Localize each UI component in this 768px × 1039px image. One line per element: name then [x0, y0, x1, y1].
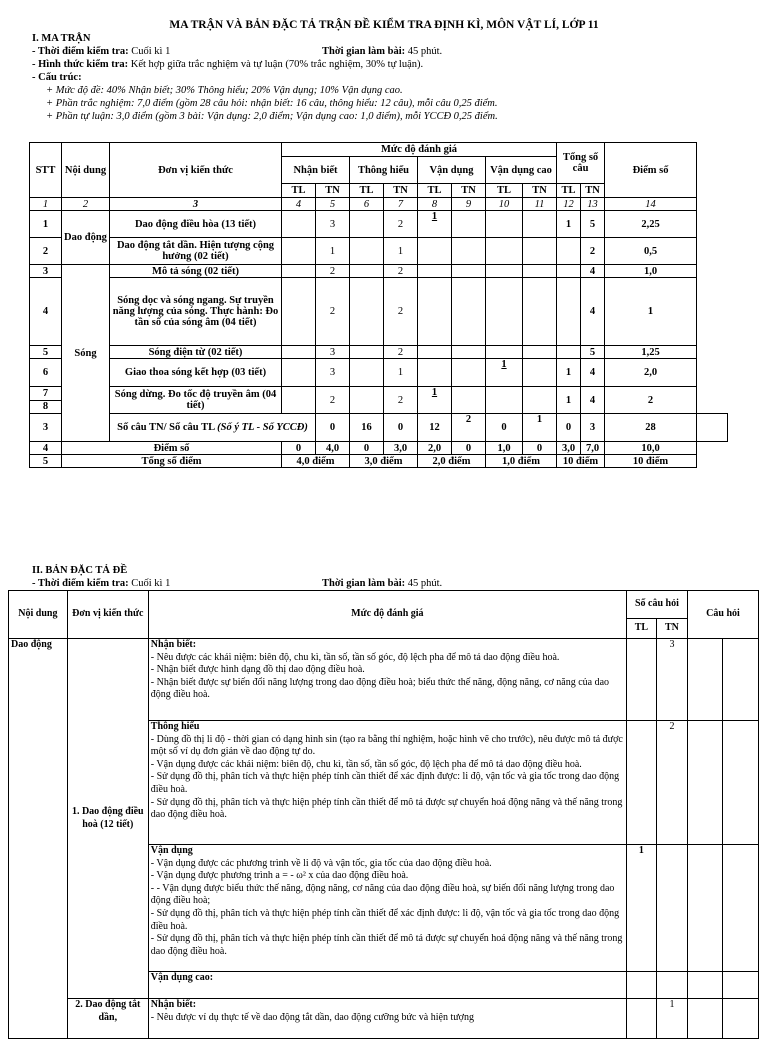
- row-stt: 4: [30, 278, 62, 346]
- table-row: [30, 387, 728, 414]
- cell: 12: [418, 414, 452, 442]
- cell: 2: [316, 278, 350, 346]
- row-stt-8: 8: [42, 400, 49, 412]
- cell: 3,0: [384, 442, 418, 455]
- col-number: 14: [605, 198, 697, 211]
- total-vandung: 2,0 điểm: [418, 455, 486, 468]
- row-unit: Sóng dừng. Đo tốc độ truyền âm (04 tiết): [110, 387, 282, 414]
- total-thonghieu: 3,0 điểm: [350, 455, 418, 468]
- spec-cauhoi-tn: [723, 845, 759, 972]
- cell: [350, 278, 384, 346]
- sum-label-text: Số câu TN/ Số câu TL: [117, 422, 218, 433]
- row-unit: Dao động tắt dần. Hiện tượng cộng hưởng (02 tiết): [110, 238, 282, 265]
- thonghieu-header: Thông hiểu: [350, 157, 418, 184]
- row-unit: Mô tả sóng (02 tiết): [110, 265, 282, 278]
- col-number: 8: [418, 198, 452, 211]
- cell: 1: [418, 211, 452, 238]
- spec-col-donvi: Đơn vị kiến thức: [67, 591, 148, 639]
- row-stt: [30, 387, 62, 414]
- section2-heading: II. BẢN ĐẶC TẢ ĐỀ: [32, 565, 128, 576]
- time-label: - Thời điểm kiểm tra:: [32, 578, 129, 589]
- col-number: 4: [282, 198, 316, 211]
- row-stt: 5: [30, 346, 62, 359]
- total-row: [30, 455, 728, 468]
- cell: [350, 346, 384, 359]
- cell: 2,0: [605, 359, 697, 387]
- table-row: [30, 238, 728, 265]
- spec-tn-count: [656, 845, 687, 972]
- group-song: Sóng: [62, 265, 110, 442]
- cell: 3: [316, 359, 350, 387]
- spec-cauhoi-tn: [723, 972, 759, 999]
- structure-bullet: + Phần trắc nghiệm: 7,0 điểm (gồm 28 câu hỏi: nhận biết: 16 câu, thông hiểu: 12 câu), mỗi câu 0,25 điểm.: [46, 98, 498, 109]
- cell: [557, 265, 581, 278]
- spec-level-line: - Nêu được ví dụ thực tế về dao động tắt dần, dao động cưỡng bức và hiện tượng: [150, 1011, 474, 1023]
- col-number: 6: [350, 198, 384, 211]
- cell: 2: [384, 387, 418, 414]
- cell: [350, 265, 384, 278]
- cell: [557, 346, 581, 359]
- cell: 0: [282, 442, 316, 455]
- total-tong: 10 điểm: [557, 455, 605, 468]
- sum-label: [110, 414, 316, 442]
- cell: 2: [316, 265, 350, 278]
- cell: 2: [452, 414, 486, 442]
- duration-value: 45 phút.: [405, 578, 443, 589]
- cell: [523, 387, 557, 414]
- cell: [350, 211, 384, 238]
- spec-col-mucdo: Mức độ đánh giá: [148, 591, 626, 639]
- duration-label: Thời gian làm bài:: [322, 578, 406, 589]
- row-stt: 5: [30, 455, 62, 468]
- cell: 3: [316, 211, 350, 238]
- spec-tn-count: 2: [656, 721, 687, 845]
- row-unit: Sóng điện từ (02 tiết): [110, 346, 282, 359]
- tn-header: TN: [581, 184, 605, 198]
- total-label: Tổng số điểm: [62, 455, 282, 468]
- spec-col-socau: Số câu hỏi: [626, 591, 687, 619]
- structure-label: - Cấu trúc:: [32, 72, 82, 83]
- spec-level-line: - Sử dụng đồ thị, phân tích và thực hiện phép tính cần thiết để mô tả được sự chuyển hoá động năng và thế năng trong dao động điều hoà.: [150, 933, 623, 957]
- spec-tn-count: [656, 972, 687, 999]
- duration-value: 45 phút.: [405, 46, 443, 57]
- cell: [523, 359, 557, 387]
- tn-header: TN: [523, 184, 557, 198]
- cell: [418, 238, 452, 265]
- cell: 10,0: [605, 442, 697, 455]
- cell: 4: [581, 265, 605, 278]
- tl-header: TL: [418, 184, 452, 198]
- spec-cauhoi-tl: [687, 972, 723, 999]
- total-diem: 10 điểm: [605, 455, 697, 468]
- cell: 3: [316, 346, 350, 359]
- cell: [452, 238, 486, 265]
- cell: [350, 238, 384, 265]
- spec-cauhoi-tl: [687, 721, 723, 845]
- tl-header: TL: [282, 184, 316, 198]
- section1-duration-line: [322, 45, 442, 58]
- cell: 1: [384, 238, 418, 265]
- cell: [486, 265, 523, 278]
- cell: [452, 346, 486, 359]
- cell: 0: [452, 442, 486, 455]
- cell: 2: [384, 278, 418, 346]
- col-number: 13: [581, 198, 605, 211]
- spec-tn-count: 1: [656, 999, 687, 1039]
- cell: [282, 238, 316, 265]
- spec-level-cell: [148, 639, 626, 721]
- section2-duration-line: [322, 577, 442, 590]
- spec-tl-count: [626, 721, 656, 845]
- row-stt: 4: [30, 442, 62, 455]
- table-row: [30, 278, 728, 346]
- spec-tl-count: [626, 972, 656, 999]
- cell: [418, 278, 452, 346]
- tn-header: TN: [452, 184, 486, 198]
- col-mucdo-header: Mức độ đánh giá: [282, 143, 557, 157]
- spec-level-line: - Nhận biết được hình dạng đồ thị dao động điều hoà.: [150, 664, 365, 676]
- spec-level-cell: [148, 999, 626, 1039]
- cell: 2: [605, 387, 697, 414]
- cell: 2: [384, 211, 418, 238]
- nhanbiet-header: Nhận biết: [282, 157, 350, 184]
- row-stt: 6: [30, 359, 62, 387]
- spec-row: [9, 639, 759, 721]
- spec-content-daodong: Dao động: [9, 639, 68, 1039]
- cell: 1: [418, 387, 452, 414]
- cell: [523, 211, 557, 238]
- spec-level-cell: [148, 845, 626, 972]
- col-donvi-header: Đơn vị kiến thức: [110, 143, 282, 198]
- spec-col-cauhoi: Câu hỏi: [687, 591, 758, 639]
- cell: 1: [605, 278, 697, 346]
- spec-table: [8, 590, 759, 1039]
- cell: 3,0: [557, 442, 581, 455]
- cell: [418, 346, 452, 359]
- cell: 7,0: [581, 442, 605, 455]
- cell: 4: [581, 359, 605, 387]
- table-row: [30, 346, 728, 359]
- spec-tl-count: [626, 999, 656, 1039]
- time-value: Cuối kì 1: [128, 578, 171, 589]
- col-number: 10: [486, 198, 523, 211]
- col-number: 2: [62, 198, 110, 211]
- section1-form-line: [32, 58, 423, 71]
- score-label: Điểm số: [62, 442, 282, 455]
- cell: [523, 265, 557, 278]
- cell: [452, 359, 486, 387]
- cell: 0: [316, 414, 350, 442]
- cell: 5: [581, 346, 605, 359]
- row-unit: Dao động điều hòa (13 tiết): [110, 211, 282, 238]
- spec-unit-2: 2. Dao động tắt dần,: [67, 999, 148, 1039]
- cell: [282, 359, 316, 387]
- cell: 0: [523, 442, 557, 455]
- col-tong-header: Tổng số câu: [557, 143, 605, 184]
- vandung-header: Vận dụng: [418, 157, 486, 184]
- cell: [557, 238, 581, 265]
- tn-header: TN: [316, 184, 350, 198]
- cell: [282, 346, 316, 359]
- total-vandungcao: 1,0 điểm: [486, 455, 557, 468]
- col-number: 1: [30, 198, 62, 211]
- cell: [350, 359, 384, 387]
- spec-cauhoi-tl: [687, 999, 723, 1039]
- col-diem-header: Điểm số: [605, 143, 697, 198]
- spec-cauhoi-tl: [687, 639, 723, 721]
- cell: 1,0: [605, 265, 697, 278]
- cell: 1: [557, 359, 581, 387]
- cell: 2: [581, 238, 605, 265]
- col-noidung-header: Nội dung: [62, 143, 110, 198]
- cell: [523, 238, 557, 265]
- cell: 28: [605, 414, 697, 442]
- spec-cauhoi-tl: [687, 845, 723, 972]
- cell: [452, 211, 486, 238]
- document-title: MA TRẬN VÀ BẢN ĐẶC TẢ TRẬN ĐỀ KIỂM TRA ĐỊNH KÌ, MÔN VẬT LÍ, LỚP 11: [169, 19, 599, 31]
- form-label: - Hình thức kiểm tra:: [32, 59, 129, 70]
- cell: 0: [384, 414, 418, 442]
- col-number: 11: [523, 198, 557, 211]
- spec-row: [9, 999, 759, 1039]
- tl-header: TL: [486, 184, 523, 198]
- spec-level-title: Thông hiểu: [150, 721, 200, 732]
- cell: 0: [557, 414, 581, 442]
- cell: 1: [486, 359, 523, 387]
- structure-bullet: + Mức độ đề: 40% Nhận biết; 30% Thông hiểu; 20% Vận dụng; 10% Vận dụng cao.: [46, 85, 403, 96]
- row-stt-7: 7: [30, 388, 61, 401]
- cell: 1,0: [486, 442, 523, 455]
- spec-level-line: - Vận dụng được các phương trình về li độ và vận tốc, gia tốc của dao động điều hoà.: [150, 857, 492, 869]
- cell: 5: [581, 211, 605, 238]
- section1-heading: I. MA TRẬN: [32, 33, 91, 44]
- cell: 0: [350, 442, 384, 455]
- spec-tl-header: TL: [626, 619, 656, 639]
- cell: [557, 278, 581, 346]
- duration-label: Thời gian làm bài:: [322, 46, 406, 57]
- cell: [486, 387, 523, 414]
- cell: 16: [350, 414, 384, 442]
- cell: 4,0: [316, 442, 350, 455]
- spec-level-line: - Vận dụng được các khái niệm: biên độ, chu kì, tần số, tần số góc, độ lệch pha để mô tả dao động điều hoà.: [150, 758, 582, 770]
- structure-bullet: + Phần tự luận: 3,0 điểm (gồm 3 bài: Vận dụng: 2,0 điểm; Vận dụng cao: 1,0 điểm), mỗi YCCĐ 0,25 điểm.: [46, 111, 498, 122]
- cell: [282, 265, 316, 278]
- table-row: [30, 211, 728, 238]
- cell: 0: [486, 414, 523, 442]
- cell: [523, 346, 557, 359]
- spec-level-line: - Sử dụng đồ thị, phân tích và thực hiện phép tính cần thiết để mô tả được sự chuyển hoá động năng và thế năng trong dao động điều hoà.: [150, 796, 623, 821]
- spec-level-title: Nhận biết:: [150, 999, 197, 1010]
- cell: [282, 387, 316, 414]
- spec-level-line: - Dùng đồ thị li độ - thời gian có dạng hình sin (tạo ra bằng thí nghiệm, hoặc hình vẽ cho trước), nêu được mô tả được một số ví dụ đơn giản về dao động tự do.: [150, 733, 623, 758]
- row-stt: 3: [30, 414, 62, 442]
- cell: 3: [581, 414, 605, 442]
- cell: [282, 211, 316, 238]
- cell: 2: [316, 387, 350, 414]
- cell: [486, 278, 523, 346]
- matrix-table: [29, 142, 728, 468]
- vandungcao-header: Vận dụng cao: [486, 157, 557, 184]
- col-number: 3: [110, 198, 282, 211]
- spec-level-line: - Sử dụng đồ thị, phân tích và thực hiện phép tính cần thiết để xác định được: li độ, vận tốc và gia tốc trong dao động điều hoà.: [150, 907, 620, 932]
- time-label: - Thời điểm kiểm tra:: [32, 46, 129, 57]
- cell: 1: [384, 359, 418, 387]
- row-stt: 1: [30, 211, 62, 238]
- cell: 0,5: [605, 238, 697, 265]
- cell: 1,25: [605, 346, 697, 359]
- sum-label-italic: (Số ý TL - Số YCCĐ): [217, 422, 308, 433]
- cell: 1: [557, 211, 581, 238]
- row-unit: Giao thoa sóng kết hợp (03 tiết): [110, 359, 282, 387]
- total-nhanbiet: 4,0 điểm: [282, 455, 350, 468]
- cell: [486, 346, 523, 359]
- cell: 1: [557, 387, 581, 414]
- cell: 2: [384, 265, 418, 278]
- section2-time-line: [32, 577, 170, 590]
- spec-unit-1: 1. Dao động điều hoà (12 tiết): [67, 639, 148, 999]
- cell: 1: [316, 238, 350, 265]
- score-row: [30, 442, 728, 455]
- table-row: [30, 265, 728, 278]
- cell: [350, 387, 384, 414]
- spec-tn-count: 3: [656, 639, 687, 721]
- cell: 4: [581, 387, 605, 414]
- table-row: [30, 359, 728, 387]
- spec-level-line: - Vận dụng được phương trình a = - ω² x của dao động điều hoà.: [150, 870, 409, 882]
- spec-level-line: - Nêu được các khái niệm: biên độ, chu kì, tần số, tần số góc, độ lệch pha để mô tả dao động điều hoà.: [150, 651, 560, 663]
- cell: 2,25: [605, 211, 697, 238]
- col-number: 5: [316, 198, 350, 211]
- col-number: 7: [384, 198, 418, 211]
- spec-level-title: Vận dụng: [150, 845, 193, 856]
- cell: [486, 238, 523, 265]
- cell: [418, 359, 452, 387]
- col-stt-header: STT: [30, 143, 62, 198]
- cell: [486, 211, 523, 238]
- spec-level-line: - - Vận dụng được biểu thức thế năng, động năng, cơ năng của dao động điều hoà, sự biến đổi năng lượng trong dao động điều hoà;: [150, 882, 615, 907]
- cell: 1: [523, 414, 557, 442]
- group-daodong: Dao động: [62, 211, 110, 265]
- time-value: Cuối kì 1: [128, 46, 171, 57]
- tl-header: TL: [350, 184, 384, 198]
- spec-col-noidung: Nội dung: [9, 591, 68, 639]
- cell: 4: [581, 278, 605, 346]
- form-value: Kết hợp giữa trắc nghiệm và tự luận (70% trắc nghiệm, 30% tự luận).: [128, 59, 424, 70]
- spec-level-line: - Nhận biết được sự biến đổi năng lượng trong dao động điều hoà; biểu thức thế năng, động năng, cơ năng của dao động điều hoà.: [150, 676, 610, 701]
- spec-level-line: - Sử dụng đồ thị, phân tích và thực hiện phép tính cần thiết để xác định được: li độ, vận tốc và gia tốc trong dao động điều hoà.: [150, 771, 620, 795]
- spec-tl-count: 1: [626, 845, 656, 972]
- cell: [452, 265, 486, 278]
- cell: [452, 278, 486, 346]
- row-unit: Sóng dọc và sóng ngang. Sự truyền năng lượng của sóng. Thực hành: Đo tần số của sóng âm (04 tiết): [110, 278, 282, 346]
- spec-level-title: Nhận biết:: [150, 639, 197, 650]
- row-stt: 2: [30, 238, 62, 265]
- col-number: 12: [557, 198, 581, 211]
- spec-cauhoi-tn: [723, 639, 759, 721]
- spec-cauhoi-tn: [723, 999, 759, 1039]
- spec-level-cell: [148, 972, 626, 999]
- row-stt: 3: [30, 265, 62, 278]
- cell: [697, 414, 728, 442]
- sum-row: [30, 414, 728, 442]
- spec-level-title: Vận dụng cao:: [150, 972, 214, 983]
- tl-header: TL: [557, 184, 581, 198]
- cell: [418, 265, 452, 278]
- cell: 2: [384, 346, 418, 359]
- spec-cauhoi-tn: [723, 721, 759, 845]
- spec-tl-count: [626, 639, 656, 721]
- cell: 2,0: [418, 442, 452, 455]
- cell: [523, 278, 557, 346]
- tn-header: TN: [384, 184, 418, 198]
- section1-time-line: [32, 45, 170, 58]
- col-number: 9: [452, 198, 486, 211]
- cell: [282, 278, 316, 346]
- cell: [452, 387, 486, 414]
- spec-tn-header: TN: [656, 619, 687, 639]
- spec-level-cell: [148, 721, 626, 845]
